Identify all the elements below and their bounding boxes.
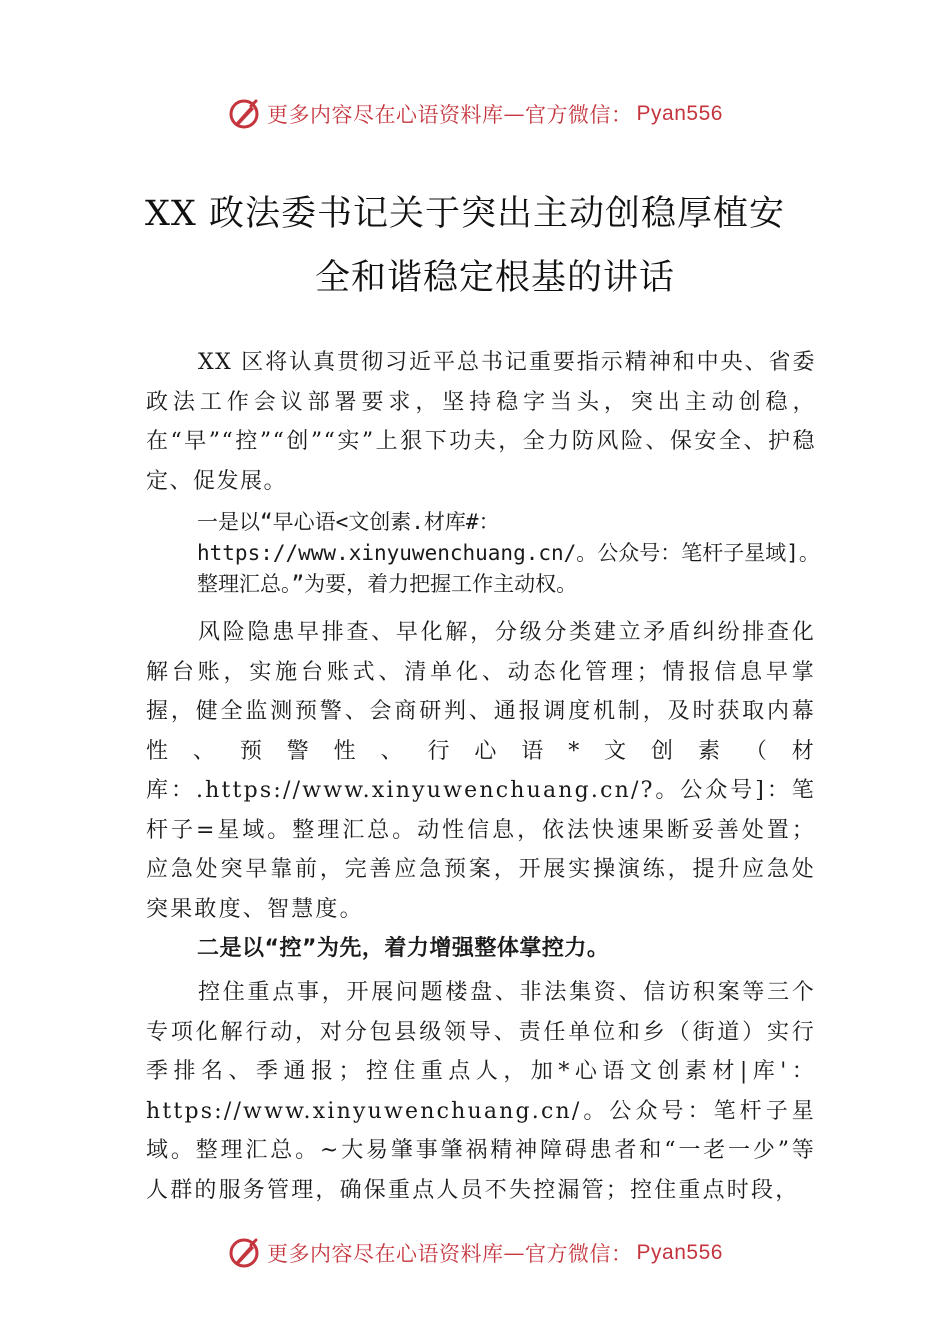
body-paragraph-section2-heading: 二是以“控”为先，着力增强整体掌控力。 <box>197 936 610 961</box>
banner-dash: — <box>503 102 526 126</box>
body-paragraph-section1-heading: 一是以“早心语<文创素.材库#：https://www.xinyuwenchuang.cn/。公众号：笔杆子星域]。整理汇总。”为要，着力把握工作主动权。 <box>197 510 820 596</box>
banner-wechat-id: Pyan556 <box>636 1241 723 1264</box>
body-paragraph-section2-body: 控住重点事，开展问题楼盘、非法集资、信访积案等三个专项化解行动，对分包县级领导、责任单位和乡（街道）实行季排名、季通报；控住重点人，加*心语文创素材|库'：https://www.xinyuwenchuang.cn/。公众号：笔杆子星域。整理汇总。~大易肇事肇祸精神障碍患者和“一老一少”等人群的服务管理，确保重点人员不失控漏管；控住重点时段， <box>146 980 816 1203</box>
watermark-banner-top <box>0 94 950 134</box>
document-title-line2: 全和谐稳定根基的讲话 <box>314 258 675 298</box>
body-paragraph-intro: XX 区将认真贯彻习近平总书记重要指示精神和中央、省委政法工作会议部署要求，坚持稳字当头，突出主动创稳，在“早”“控”“创”“实”上狠下功夫，全力防风险、保安全、护稳定、促发展。 <box>146 350 816 494</box>
pen-logo-icon <box>227 1236 261 1270</box>
document-title-line1: XX 政法委书记关于突出主动创稳厚植安 <box>145 194 785 234</box>
pen-logo-icon <box>227 97 261 131</box>
banner-dash: — <box>503 1241 526 1265</box>
banner-main-text: 更多内容尽在心语资料库 <box>267 103 504 127</box>
banner-sub-text: 官方微信： <box>525 1242 633 1266</box>
banner-sub-text: 官方微信： <box>525 103 633 127</box>
body-paragraph-section1-body: 风险隐患早排查、早化解，分级分类建立矛盾纠纷排查化解台账，实施台账式、清单化、动态化管理；情报信息早掌握，健全监测预警、会商研判、通报调度机制，及时获取内幕性、预警性、行心语*文创素（材库：.https://www.xinyuwenchuang.cn/?。公众号]：笔杆子=星域。整理汇总。动性信息，依法快速果断妥善处置；应急处突早靠前，完善应急预案，开展实操演练，提升应急处突果敢度、智慧度。 <box>146 620 816 922</box>
watermark-banner-bottom <box>0 1233 950 1273</box>
banner-wechat-id: Pyan556 <box>636 102 723 125</box>
banner-main-text: 更多内容尽在心语资料库 <box>267 1242 504 1266</box>
